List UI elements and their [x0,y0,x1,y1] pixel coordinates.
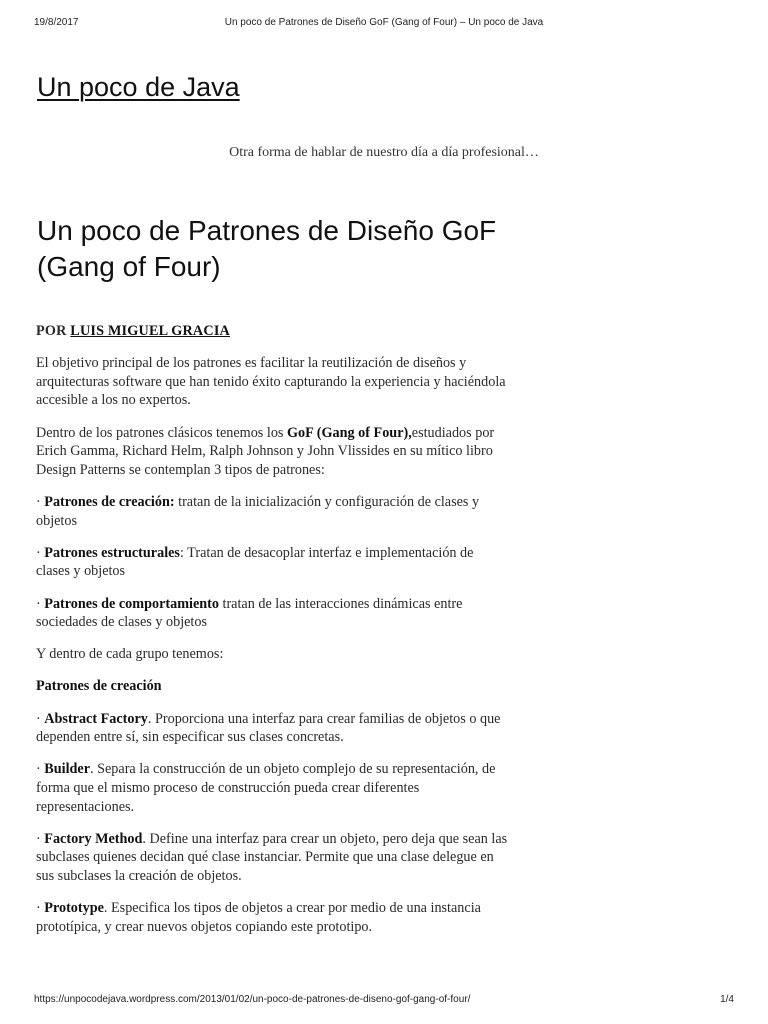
pattern-item: · Abstract Factory. Proporciona una interfaz para crear familias de objetos o que dependen entre sí, sin especificar sus clases concretas. [36,710,501,746]
pattern-type-item: · Patrones de creación: tratan de la inicialización y configuración de clases y objetos [36,493,480,529]
section-heading: Patrones de creación [36,678,162,695]
print-footer [0,994,768,1008]
pattern-item: · Builder. Separa la construcción de un objeto complejo de su representación, de forma que el mismo proceso de construcción pueda crear diferentes representaciones. [36,761,496,815]
gof-term: GoF (Gang of Four), [286,424,412,441]
print-page-number: 1/4 [720,994,734,1005]
group-intro: Y dentro de cada grupo tenemos: [36,646,224,663]
author-link[interactable]: LUIS MIGUEL GRACIA [70,323,230,339]
print-date: 19/8/2017 [34,17,79,28]
pattern-type-item: · Patrones de comportamiento tratan de las interacciones dinámicas entre sociedades de clases y objetos [36,595,463,631]
article-body [36,322,510,950]
pattern-item: · Factory Method. Define una interfaz para crear un objeto, pero deja que sean las subclases quienes decidan qué clase instanciar. Permite que una clase delegue en sus subclases la creación de objetos. [36,830,508,884]
gof-paragraph: Dentro de los patrones clásicos tenemos los GoF (Gang of Four),estudiados por Erich Gamma, Richard Helm, Ralph Johnson y John Vlissides en su mítico libro Design Patterns se contemplan 3 tipos de patrones: [36,424,495,478]
site-tagline: Otra forma de hablar de nuestro día a día profesional… [229,145,539,160]
print-header [0,17,768,31]
byline [36,322,510,341]
post-title: Un poco de Patrones de Diseño GoF (Gang of Four) [37,215,497,282]
pattern-item: · Prototype. Especifica los tipos de objetos a crear por medio de una instancia prototípica, y crear nuevos objetos copiando este prototipo. [36,900,481,935]
byline-prefix: POR [36,323,71,339]
site-title-link[interactable]: Un poco de Java [37,72,240,102]
print-page-title: Un poco de Patrones de Diseño GoF (Gang of Four) – Un poco de Java [224,17,544,28]
intro-paragraph: El objetivo principal de los patrones es facilitar la reutilización de diseños y arquitecturas software que han tenido éxito capturando la experiencia y haciéndola accesible a los no expertos. [36,355,506,409]
pattern-type-item: · Patrones estructurales: Tratan de desacoplar interfaz e implementación de clases y objetos [36,544,474,580]
print-url: https://unpocodejava.wordpress.com/2013/01/02/un-poco-de-patrones-de-diseno-gof-gang-of-four/ [34,994,471,1005]
